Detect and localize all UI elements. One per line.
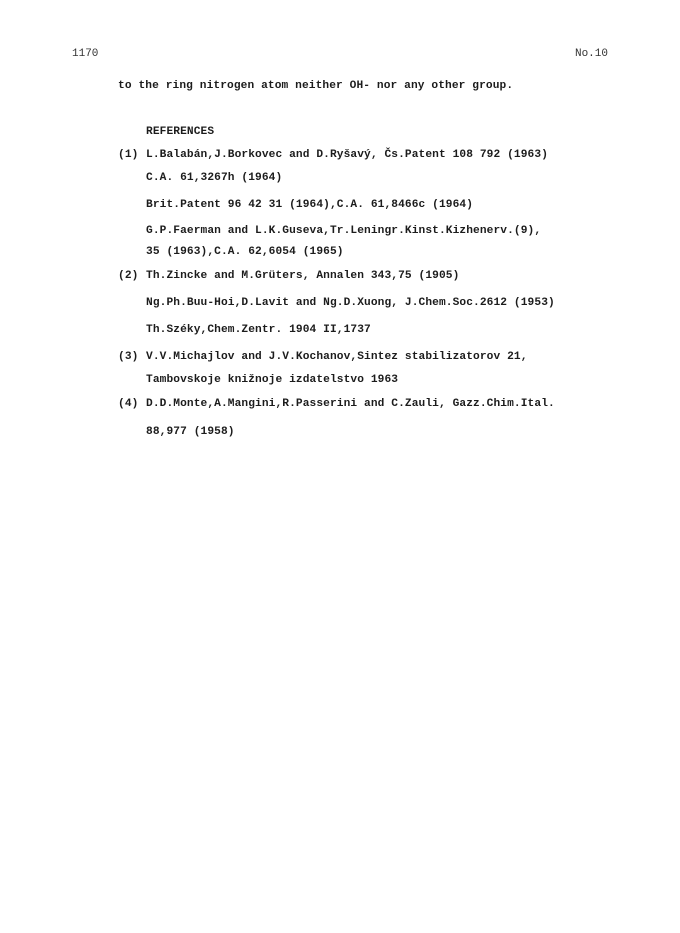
reference-1-line-2: C.A. 61,3267h (1964) [146, 172, 283, 184]
issue-number: No.10 [574, 48, 608, 60]
reference-1-line-3: Brit.Patent 96 42 31 (1964),C.A. 61,8466c (1964) [146, 199, 474, 211]
reference-3-line-1: V.V.Michajlov and J.V.Kochanov,Sintez stabilizatorov 21, [146, 351, 528, 363]
reference-4-number: (4) [118, 398, 139, 410]
reference-2-line-1: Th.Zincke and M.Grüters, Annalen 343,75 (1905) [146, 270, 460, 282]
reference-4-line-1: D.D.Monte,A.Mangini,R.Passerini and C.Zauli, Gazz.Chim.Ital. [146, 398, 555, 410]
reference-3-line-2: Tambovskoje knižnoje izdatelstvo 1963 [146, 374, 399, 386]
reference-2-number: (2) [118, 270, 139, 282]
reference-3-number: (3) [118, 351, 139, 363]
reference-1-line-4: G.P.Faerman and L.K.Guseva,Tr.Leningr.Kinst.Kizhenerv.(9), [146, 225, 542, 237]
reference-2-line-3: Th.Széky,Chem.Zentr. 1904 II,1737 [146, 324, 371, 336]
reference-2-line-2: Ng.Ph.Buu-Hoi,D.Lavit and Ng.D.Xuong, J.Chem.Soc.2612 (1953) [146, 297, 555, 309]
intro-line: to the ring nitrogen atom neither OH- nor any other group. [118, 80, 514, 92]
reference-4-line-2: 88,977 (1958) [146, 426, 235, 438]
reference-1-number: (1) [118, 149, 139, 161]
reference-1-line-1: L.Balabán,J.Borkovec and D.Ryšavý, Čs.Patent 108 792 (1963) [146, 149, 549, 161]
reference-1-line-5: 35 (1963),C.A. 62,6054 (1965) [146, 246, 344, 258]
references-heading: REFERENCES [146, 126, 215, 138]
page-number: 1170 [72, 48, 99, 60]
